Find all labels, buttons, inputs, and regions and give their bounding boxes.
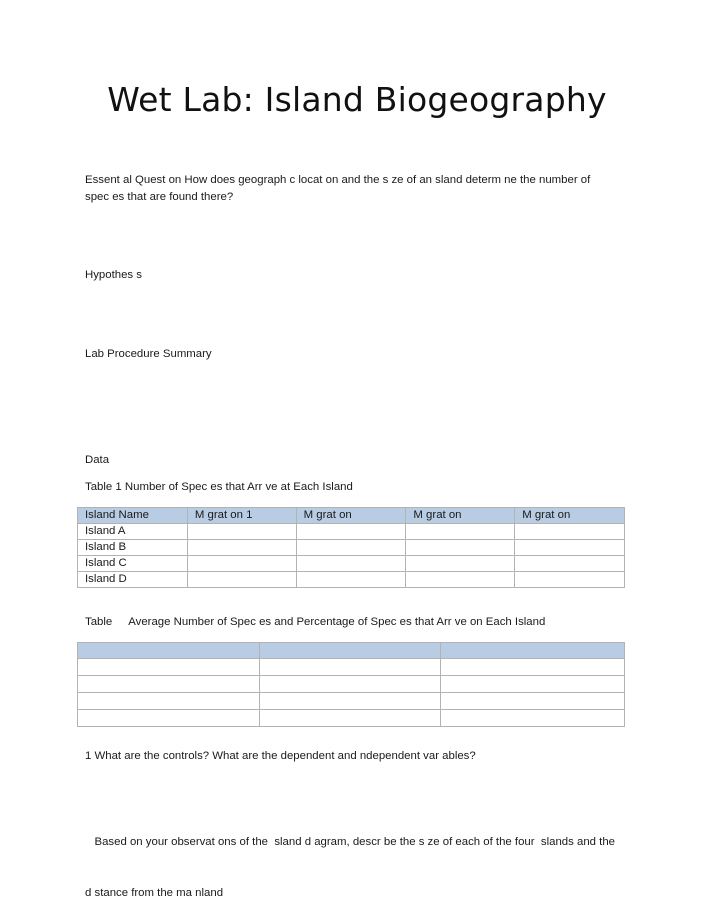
question-2-line-2: d stance from the ma nland — [85, 887, 224, 899]
table-cell[interactable] — [441, 693, 625, 710]
table-header-row — [78, 643, 625, 659]
table-cell[interactable] — [515, 556, 625, 572]
table-row — [78, 524, 625, 540]
header-cell: M grat on — [296, 508, 406, 524]
table-cell[interactable] — [406, 556, 515, 572]
island-name-cell: Island A — [78, 524, 188, 540]
header-cell[interactable] — [259, 643, 441, 659]
header-cell[interactable] — [441, 643, 625, 659]
table-cell[interactable] — [515, 540, 625, 556]
header-cell: M grat on — [406, 508, 515, 524]
table-row — [78, 676, 625, 693]
essential-question-line-1: Essent al Quest on How does geograph c locat on and the s ze of an sland determ ne the number of — [85, 174, 591, 186]
table1-caption: Table 1 Number of Spec es that Arr ve at Each Island — [85, 481, 353, 493]
table-cell[interactable] — [296, 524, 406, 540]
page-title: Wet Lab: Island Biogeography — [107, 80, 607, 119]
table2-caption-prefix: Table — [85, 616, 113, 628]
table2-caption — [85, 614, 635, 631]
island-name-cell: Island B — [78, 540, 188, 556]
hypothesis-label: Hypothes s — [85, 269, 142, 281]
essential-question-line-2: spec es that are found there? — [85, 191, 234, 203]
table-cell[interactable] — [296, 540, 406, 556]
table-cell[interactable] — [259, 659, 441, 676]
table-cell[interactable] — [296, 556, 406, 572]
table-cell[interactable] — [78, 710, 260, 727]
table2-caption-text: Average Number of Spec es and Percentage of Spec es that Arr ve on Each Island — [128, 616, 546, 628]
table-cell[interactable] — [187, 540, 296, 556]
table-cell[interactable] — [78, 659, 260, 676]
header-cell: M grat on — [515, 508, 625, 524]
average-species-table — [77, 642, 625, 727]
table-cell[interactable] — [187, 524, 296, 540]
procedure-label: Lab Procedure Summary — [85, 348, 212, 360]
table-cell[interactable] — [406, 540, 515, 556]
table-cell[interactable] — [441, 676, 625, 693]
question-2-line-1: Based on your observat ons of the sland d agram, descr be the s ze of each of the four slands and the — [85, 836, 615, 848]
table-cell[interactable] — [406, 524, 515, 540]
question-1: 1 What are the controls? What are the dependent and ndependent var ables? — [85, 750, 476, 762]
table-cell[interactable] — [259, 676, 441, 693]
island-name-cell: Island D — [78, 572, 188, 588]
essential-question — [85, 172, 635, 206]
table-row — [78, 556, 625, 572]
data-label: Data — [85, 454, 110, 466]
table-cell[interactable] — [296, 572, 406, 588]
table-cell[interactable] — [187, 556, 296, 572]
table-cell[interactable] — [406, 572, 515, 588]
table-cell[interactable] — [259, 710, 441, 727]
table-cell[interactable] — [78, 676, 260, 693]
table-row — [78, 693, 625, 710]
header-cell: M grat on 1 — [187, 508, 296, 524]
table-cell[interactable] — [515, 572, 625, 588]
header-cell[interactable] — [78, 643, 260, 659]
table-cell[interactable] — [441, 710, 625, 727]
table-header-row — [78, 508, 625, 524]
island-name-cell: Island C — [78, 556, 188, 572]
table-cell[interactable] — [441, 659, 625, 676]
species-arrival-table — [77, 507, 625, 588]
table-cell[interactable] — [515, 524, 625, 540]
table-row — [78, 710, 625, 727]
table-cell[interactable] — [78, 693, 260, 710]
header-cell: Island Name — [78, 508, 188, 524]
table-row — [78, 572, 625, 588]
table-row — [78, 540, 625, 556]
table-cell[interactable] — [259, 693, 441, 710]
table-cell[interactable] — [187, 572, 296, 588]
table-row — [78, 659, 625, 676]
question-2 — [85, 800, 645, 919]
